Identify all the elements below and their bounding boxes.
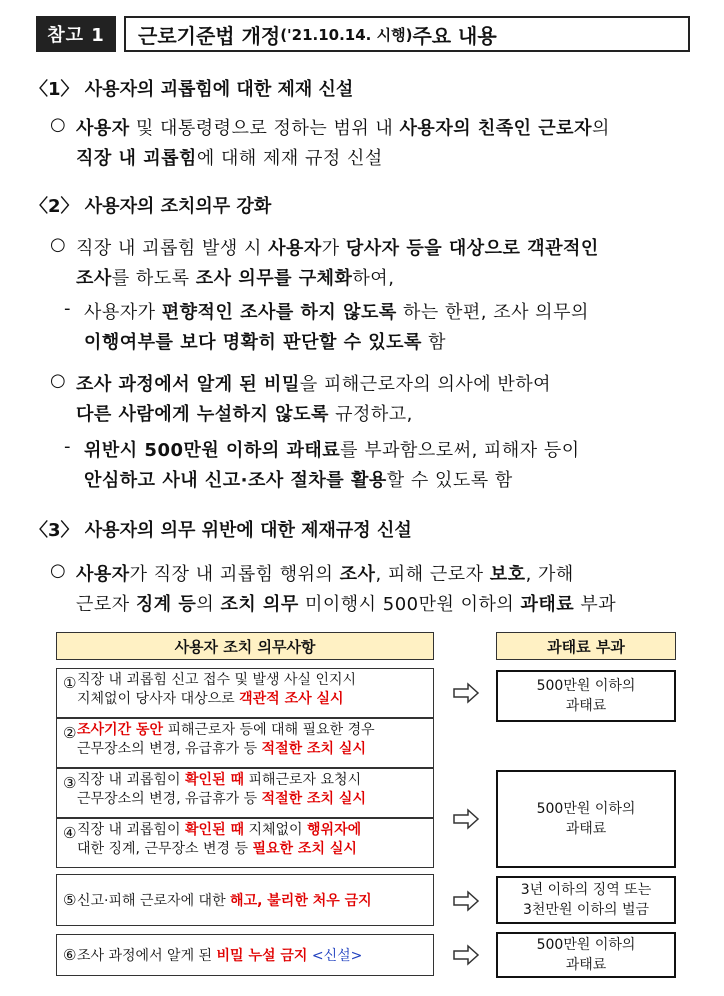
- obligation-row-3: ③ 직장 내 괴롭힘이 확인된 때 피해근로자 요청시 근무장소의 변경, 유급휴가 등 적절한 조치 실시: [56, 768, 434, 818]
- s1-line1: 사용자 및 대통령령으로 정하는 범위 내 사용자의 친족인 근로자의: [76, 118, 610, 139]
- right-arrow-icon: [452, 890, 480, 912]
- row-text: 대한 징계, 근무장소 변경 등 필요한 조치 실시: [77, 841, 357, 857]
- right-arrow-icon: [452, 808, 480, 830]
- row-text: 직장 내 괴롭힘이 확인된 때 피해근로자 요청시: [77, 772, 362, 788]
- s2-d2-line1: 위반시 500만원 이하의 과태료를 부과함으로써, 피해자 등이: [84, 440, 580, 461]
- row-text: 근무장소의 변경, 유급휴가 등 적절한 조치 실시: [77, 741, 366, 757]
- penalty-text: 과태료: [565, 821, 607, 837]
- s2-p1-line1: 직장 내 괴롭힘 발생 시 사용자가 당사자 등을 대상으로 객관적인: [76, 238, 599, 259]
- row-text: 조사 과정에서 알게 된 비밀 누설 금지 <신설>: [77, 947, 363, 964]
- row-text: 직장 내 괴롭힘 신고 접수 및 발생 사실 인지시: [77, 672, 357, 688]
- penalty-text: 3천만원 이하의 벌금: [523, 902, 649, 918]
- penalty-text: 500만원 이하의: [536, 678, 636, 694]
- table-header-obligations: 사용자 조치 의무사항: [56, 632, 434, 660]
- row-text: 근무장소의 변경, 유급휴가 등 적절한 조치 실시: [77, 791, 366, 807]
- right-arrow-icon: [452, 682, 480, 704]
- obligation-row-4: ④ 직장 내 괴롭힘이 확인된 때 지체없이 행위자에 대한 징계, 근무장소 변경 등 필요한 조치 실시: [56, 818, 434, 868]
- dash-bullet: -: [64, 298, 71, 319]
- circle-bullet: ○: [50, 370, 66, 391]
- section-1-title: 〈1〉 사용자의 괴롭힘에 대한 제재 신설: [30, 79, 354, 100]
- penalty-box-1: [496, 670, 676, 722]
- page-title: 근로기준법 개정 ('21.10.14. 시행) 주요 내용: [124, 16, 690, 52]
- s2-d2-line2: 안심하고 사내 신고·조사 절차를 활용할 수 있도록 함: [84, 470, 513, 491]
- penalty-box-4: [496, 932, 676, 978]
- s3-line1: 사용자가 직장 내 괴롭힘 행위의 조사, 피해 근로자 보호, 가해: [76, 564, 574, 585]
- penalty-text: 과태료: [565, 957, 607, 973]
- row-text: 직장 내 괴롭힘이 확인된 때 지체없이 행위자에: [77, 822, 362, 838]
- s2-p2-line1: 조사 과정에서 알게 된 비밀을 피해근로자의 의사에 반하여: [76, 374, 552, 395]
- obligation-row-6: ⑥ 조사 과정에서 알게 된 비밀 누설 금지 <신설>: [56, 934, 434, 976]
- s2-p1-line2: 조사를 하도록 조사 의무를 구체화하여,: [76, 268, 395, 289]
- section-3-title: 〈3〉 사용자의 의무 위반에 대한 제재규정 신설: [30, 520, 412, 541]
- row-text: 조사기간 동안 피해근로자 등에 대해 필요한 경우: [77, 722, 375, 738]
- penalty-text: 500만원 이하의: [536, 937, 636, 953]
- circle-bullet: ○: [50, 234, 66, 255]
- section-2-title: 〈2〉 사용자의 조치의무 강화: [30, 196, 272, 217]
- obligation-row-5: ⑤ 신고·피해 근로자에 대한 해고, 불리한 처우 금지: [56, 874, 434, 926]
- s3-line2: 근로자 징계 등의 조치 의무 미이행시 500만원 이하의 과태료 부과: [76, 594, 617, 615]
- reference-badge: 참고 1: [36, 16, 116, 52]
- s1-line2: 직장 내 괴롭힘에 대해 제재 규정 신설: [76, 148, 383, 169]
- s2-p2-line2: 다른 사람에게 누설하지 않도록 규정하고,: [76, 404, 413, 425]
- s2-d1-line2: 이행여부를 보다 명확히 판단할 수 있도록 함: [84, 332, 447, 353]
- penalty-text: 3년 이하의 징역 또는: [520, 882, 652, 898]
- right-arrow-icon: [452, 944, 480, 966]
- row-text: 신고·피해 근로자에 대한 해고, 불리한 처우 금지: [77, 892, 372, 909]
- circle-bullet: ○: [50, 114, 66, 135]
- penalty-text: 과태료: [565, 698, 607, 714]
- obligation-row-2: ② 조사기간 동안 피해근로자 등에 대해 필요한 경우 근무장소의 변경, 유급휴가 등 적절한 조치 실시: [56, 718, 434, 768]
- penalty-box-2: [496, 770, 676, 868]
- circle-bullet: ○: [50, 560, 66, 581]
- penalty-box-3: [496, 876, 676, 924]
- table-header-penalty: 과태료 부과: [496, 632, 676, 660]
- dash-bullet: -: [64, 436, 71, 457]
- row-text: 지체없이 당사자 대상으로 객관적 조사 실시: [77, 691, 344, 707]
- s2-d1-line1: 사용자가 편향적인 조사를 하지 않도록 하는 한편, 조사 의무의: [84, 302, 589, 323]
- penalty-text: 500만원 이하의: [536, 801, 636, 817]
- obligation-row-1: ① 직장 내 괴롭힘 신고 접수 및 발생 사실 인지시 지체없이 당사자 대상으로 객관적 조사 실시: [56, 668, 434, 718]
